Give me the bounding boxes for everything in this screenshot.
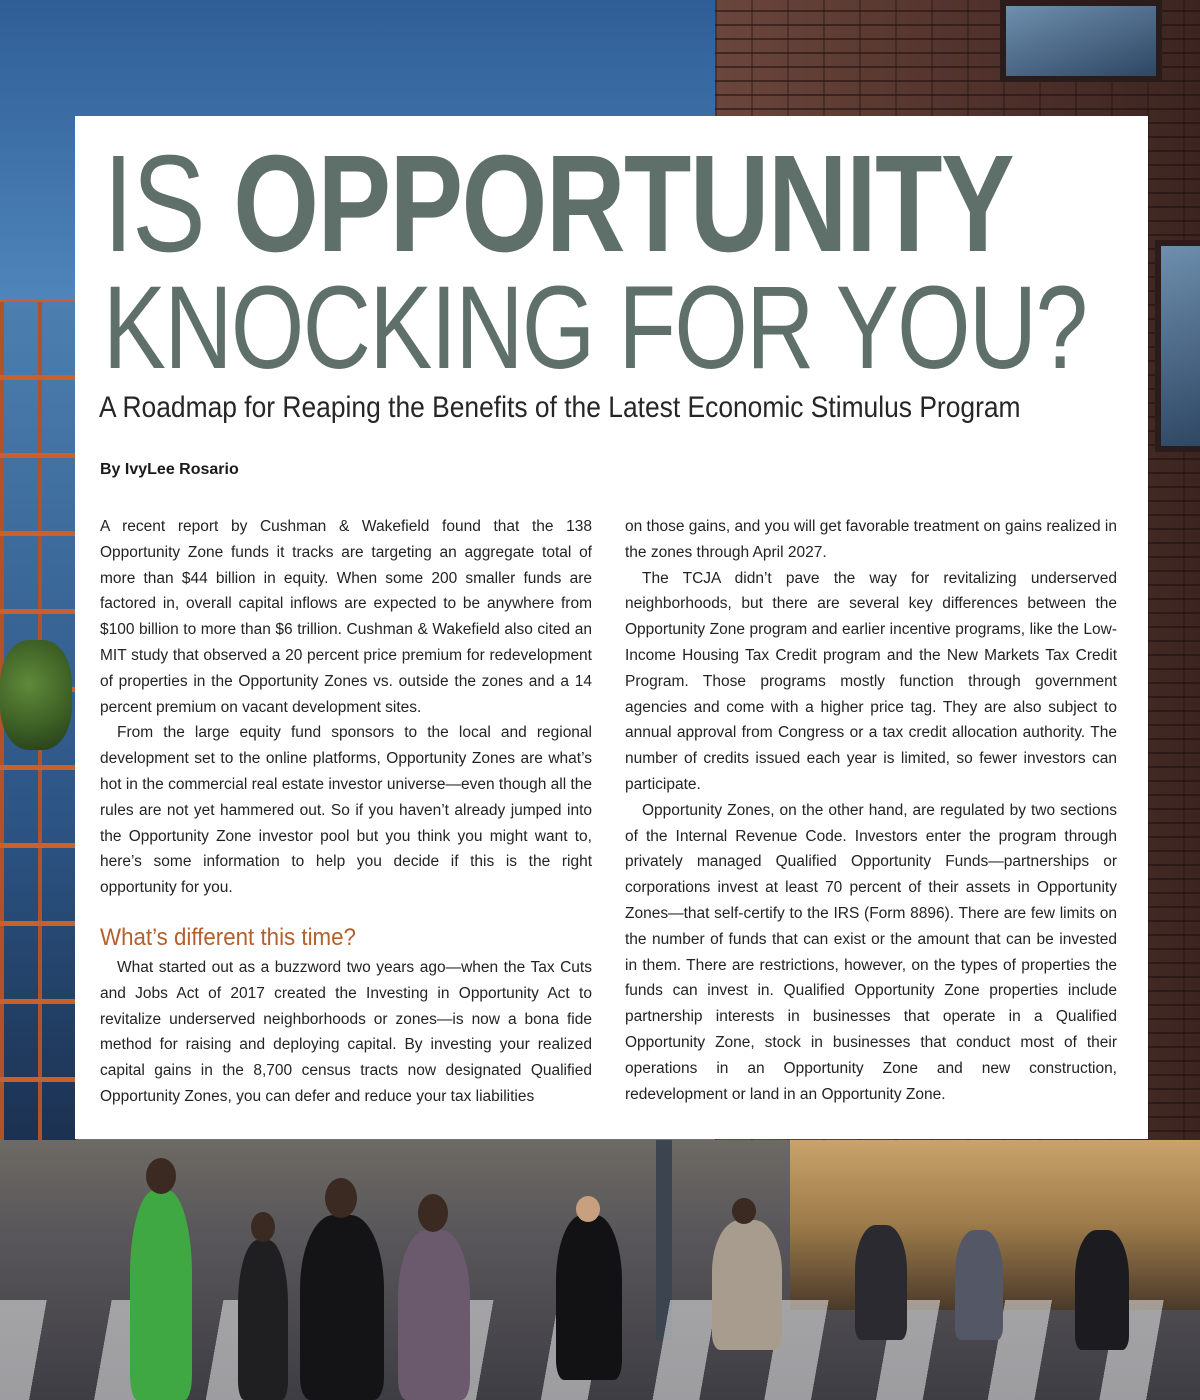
headline-emphasis: OPPORTUNITY <box>233 127 1013 281</box>
byline: By IvyLee Rosario <box>100 461 239 478</box>
paragraph: on those gains, and you will get favorable treatment on gains realized in the zones through April 2027. <box>625 518 1117 561</box>
tree <box>0 640 72 750</box>
pedestrian <box>238 1240 288 1400</box>
pedestrian <box>712 1220 782 1350</box>
paragraph: The TCJA didn’t pave the way for revitalizing underserved neighborhoods, but there are several key differences between the Opportunity Zone program and earlier incentive programs, like the Low-Income Housing Tax Credit program and the New Markets Tax Credit Program. Those programs mostly function through government agencies and come with a higher price tag. They are also subject to annual approval from Congress or a tax credit allocation authority. The number of credits issued each year is limited, so fewer investors can participate. <box>625 569 1117 793</box>
subtitle: A Roadmap for Reaping the Benefits of the Latest Economic Stimulus Program <box>99 391 1021 424</box>
pedestrian <box>855 1225 907 1340</box>
pedestrian <box>130 1190 192 1400</box>
paragraph: Opportunity Zones, on the other hand, are regulated by two sections of the Internal Revenue Code. Investors enter the program through privately managed Qualified Opportunity Funds—partnerships or corporations invest at least 70 percent of their assets in Opportunity Zones—that self-certify to the IRS (Form 8896). There are few limits on the number of funds that can exist or the amount that can be invested in them. There are restrictions, however, on the types of properties the funds can invest in. Qualified Opportunity Zone properties include partnership interests in businesses that operate in a Qualified Opportunity Zone, stock in businesses that conduct most of their operations in an Opportunity Zone and new construction, redevelopment or land in an Opportunity Zone. <box>625 801 1117 1103</box>
building-window <box>1000 0 1162 82</box>
headline-prefix: IS <box>103 127 234 281</box>
pedestrian-head <box>576 1196 600 1222</box>
paragraph: From the large equity fund sponsors to the local and regional development set to the online platforms, Opportunity Zones are what’s hot in the commercial real estate investor universe—even though all the rules are not yet hammered out. So if you haven’t already jumped into the Opportunity Zone investor pool but you think you might want to, here’s some information to help you decide if this is the right opportunity for you. <box>100 724 592 897</box>
pedestrian-head <box>325 1178 357 1218</box>
pedestrian-head <box>732 1198 756 1224</box>
right-column <box>625 514 1117 1107</box>
pedestrian-head <box>146 1158 176 1194</box>
headline-line-2: KNOCKING FOR YOU? <box>103 262 1087 394</box>
pedestrian <box>300 1215 384 1400</box>
section-heading: What’s different this time? <box>100 923 356 951</box>
pedestrian <box>1075 1230 1129 1350</box>
pedestrian <box>398 1230 470 1400</box>
pedestrian <box>955 1230 1003 1340</box>
paragraph: A recent report by Cushman & Wakefield found that the 138 Opportunity Zone funds it tracks are targeting an aggregate total of more than $44 billion in equity. When some 200 smaller funds are factored in, overall capital inflows are expected to be anywhere from $100 billion to more than $6 trillion. Cushman & Wakefield also cited an MIT study that observed a 20 percent price premium for redevelopment of properties in the Opportunity Zones vs. outside the zones and a 14 percent premium on vacant development sites. <box>100 518 592 716</box>
headline-line-1 <box>103 127 1013 281</box>
building-window <box>1155 240 1200 452</box>
paragraph: What started out as a buzzword two years ago—when the Tax Cuts and Jobs Act of 2017 created the Investing in Opportunity Act to revitalize underserved neighborhoods or zones—is now a bona fide method for raising and deploying capital. By investing your realized capital gains in the 8,700 census tracts now designated Qualified Opportunity Zones, you can defer and reduce your tax liabilities <box>100 958 592 1105</box>
pedestrian-head <box>251 1212 275 1242</box>
left-column <box>100 514 592 1110</box>
pedestrian-head <box>418 1194 448 1232</box>
article-panel <box>75 116 1148 1139</box>
pedestrian <box>556 1215 622 1380</box>
